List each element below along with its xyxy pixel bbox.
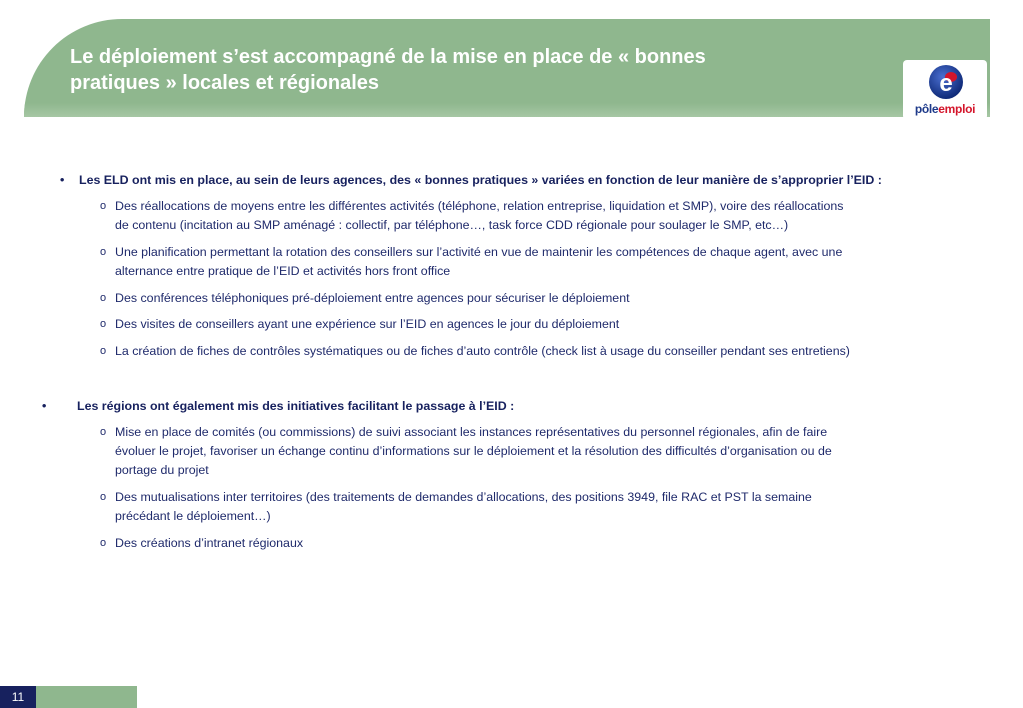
bullet-icon: • — [60, 173, 65, 187]
title-line-1: Le déploiement s’est accompagné de la mise en place de « bonnes — [70, 46, 706, 68]
circle-bullet-icon: o — [100, 292, 107, 304]
logo-wordmark: pôleemploi — [914, 102, 976, 116]
circle-bullet-icon: o — [100, 426, 107, 438]
circle-bullet-icon: o — [100, 537, 107, 549]
circle-bullet-icon: o — [100, 491, 107, 503]
title-line-2: pratiques » locales et régionales — [70, 72, 380, 94]
circle-bullet-icon: o — [100, 318, 107, 330]
circle-bullet-icon: o — [100, 345, 107, 357]
section1-heading: Les ELD ont mis en place, au sein de leurs agences, des « bonnes pratiques » variées en fonction de leur manière de s’approprier l’EID : — [79, 173, 882, 187]
circle-bullet-icon: o — [100, 246, 107, 258]
page-number: 11 — [0, 686, 36, 708]
svg-text:e: e — [939, 70, 953, 97]
circle-bullet-icon: o — [100, 200, 107, 212]
slide-content: • Les ELD ont mis en place, au sein de leurs agences, des « bonnes pratiques » variées en fonction de leur manière de s’approprier l’EID : o Des réallocations de moyens entre les différentes activités (téléphone, relation entreprise, liquidation et SMP), voire des réallocations de contenu (incitation au SMP aménagé : collectif, par téléphone…, task force CDD régionale pour soulager le SMP, etc…) o Une planification permettant la rotation des conseillers sur l’activité en vue de maintenir les compétences de chaque agent, avec une alternance entre pratique de l’EID et activités hors front office o Des conférences téléphoniques pré-déploiement entre agences pour sécuriser le déploiement o Des visites de conseillers ayant une expérience sur l’EID en agences le jour du déploiement o La création de fiches de contrôles systématiques ou de fiches d’auto contrôle (check list à usage du conseiller pendant ses entretiens) • Les régions ont également mis des initiatives facilitant le passage à l’EID : o Mise en place de comités (ou commissions) de suivi associant les instances représentatives du personnel régionales, afin de faire évoluer le projet, favoriser un échange continu d’informations sur le déploiement et la résolution des difficultés d’organisation ou de portage du projet o Des mutualisations inter territoires (des traitements de demandes d’allocations, des positions 3949, file RAC et PST la semaine précédant le déploiement…) o Des créations d’intranet régionaux — [0, 0, 1023, 708]
section2-heading: Les régions ont également mis des initiatives facilitant le passage à l’EID : — [77, 399, 515, 413]
footer-bar — [36, 686, 137, 708]
bullet-icon: • — [42, 399, 47, 413]
